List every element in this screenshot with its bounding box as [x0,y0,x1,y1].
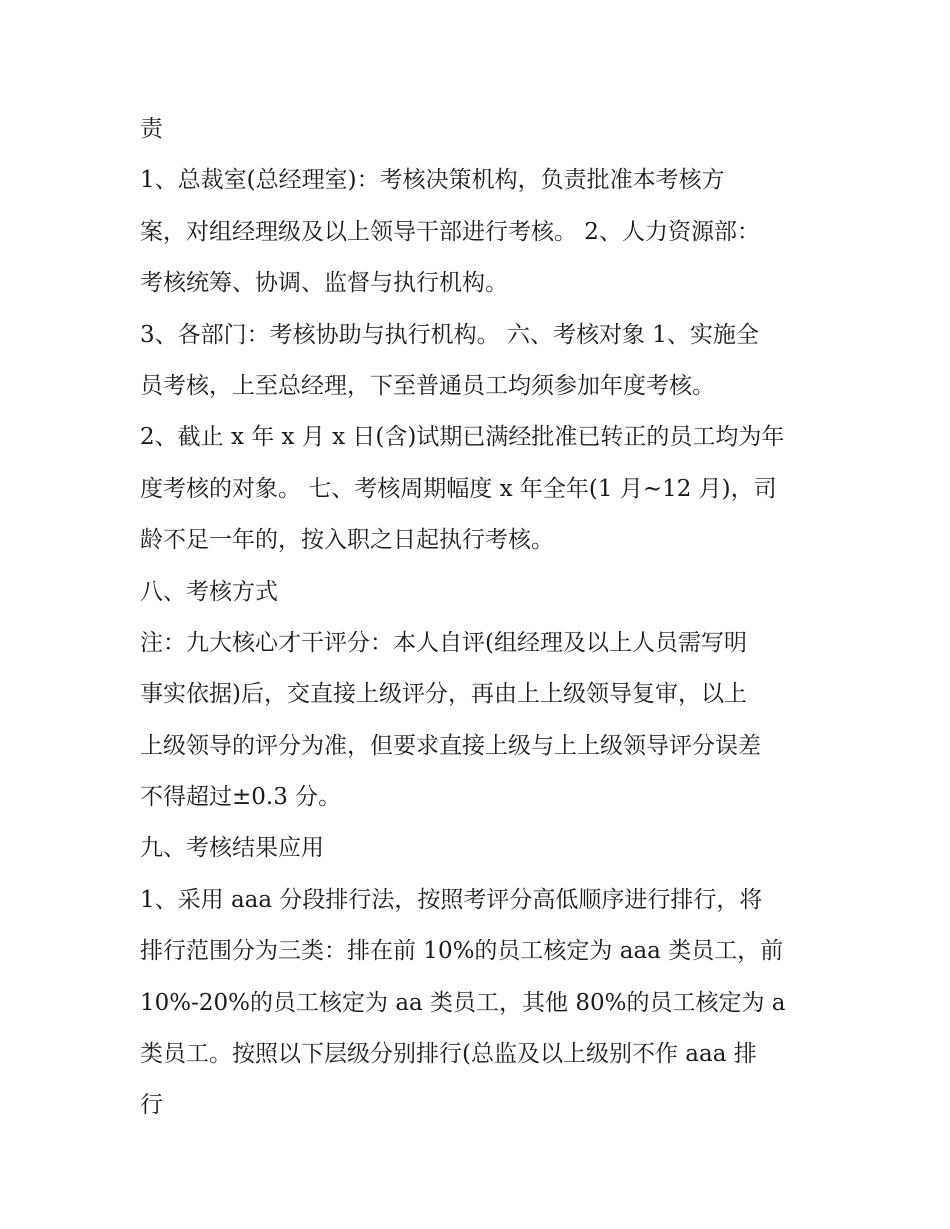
document-body [140,104,820,1132]
text-line: 1、采用 aaa 分段排行法，按照考评分高低顺序进行排行，将 [140,886,763,913]
text-line: 10%-20%的员工核定为 aa 类员工，其他 80%的员工核定为 a [140,989,786,1016]
text-line: 责 [140,116,163,142]
text-line: 3、各部门：考核协助与执行机构。 六、考核对象 1、实施全 [140,321,759,348]
text-line: 度考核的对象。 七、考核周期幅度 x 年全年(1 月~12 月)，司 [140,475,777,502]
text-line: 排行范围分为三类：排在前 10%的员工核定为 aaa 类员工，前 [140,938,784,965]
section-heading: 九、考核结果应用 [140,835,324,862]
section-heading: 八、考核方式 [140,578,278,605]
text-line: 不得超过±0.3 分。 [140,784,342,811]
text-line: 事实依据)后，交直接上级评分，再由上上级领导复审，以上 [140,681,747,708]
text-line: 案，对组经理级及以上领导干部进行考核。 2、人力资源部： [140,218,760,245]
text-line: 行 [140,1092,163,1119]
text-line: 考核统筹、协调、监督与执行机构。 [140,270,508,297]
text-line: 1、总裁室(总经理室)：考核决策机构，负责批准本考核方 [140,167,725,194]
text-line: 龄不足一年的，按入职之日起执行考核。 [140,527,554,554]
text-line: 上级领导的评分为准，但要求直接上级与上上级领导评分误差 [140,732,761,759]
text-line: 类员工。按照以下层级分别排行(总监及以上级别不作 aaa 排 [140,1041,757,1068]
text-line: 2、截止 x 年 x 月 x 日(含)试期已满经批准已转正的员工均为年 [140,424,785,451]
text-line: 注：九大核心才干评分：本人自评(组经理及以上人员需写明 [140,629,747,656]
text-line: 员考核，上至总经理，下至普通员工均须参加年度考核。 [140,372,715,399]
